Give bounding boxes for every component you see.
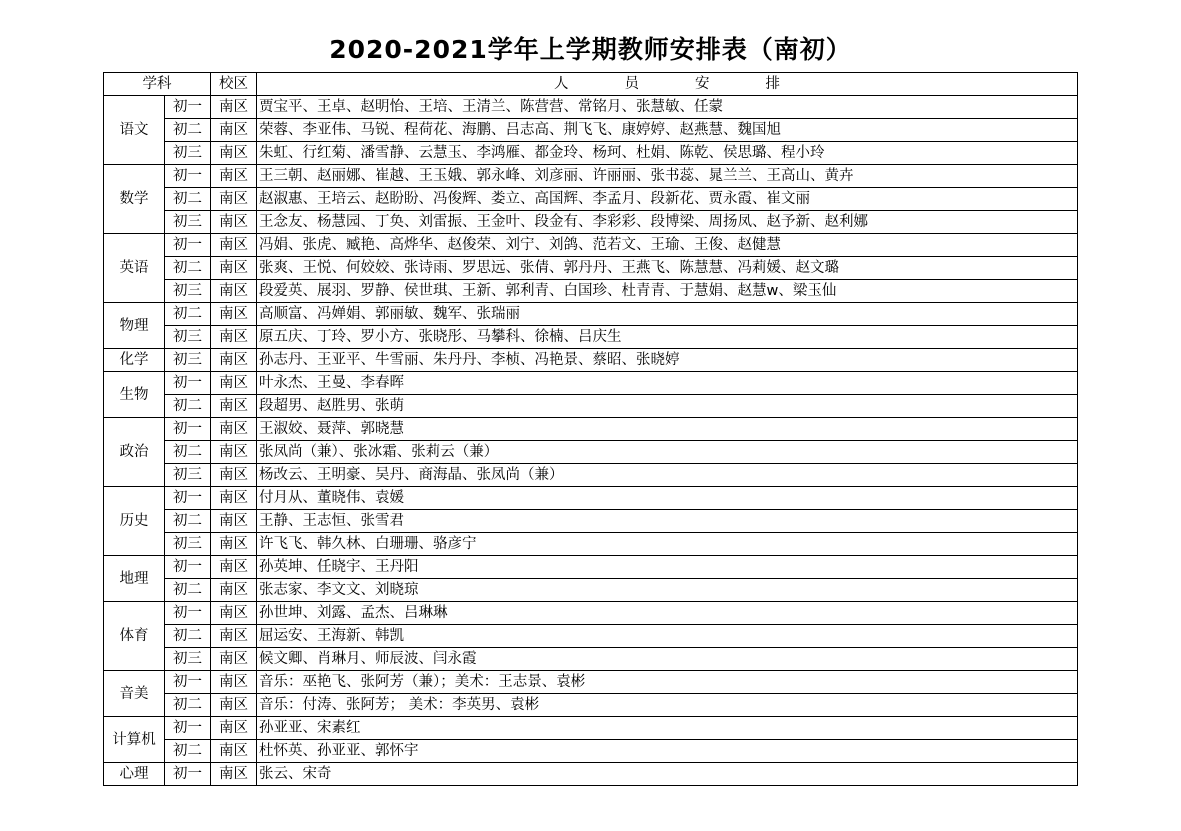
staff-cell: 杨改云、王明豪、吴丹、商海晶、张凤尚（兼） — [257, 464, 1078, 487]
table-row — [104, 602, 1078, 625]
grade-cell: 初二 — [165, 303, 211, 326]
table-row — [104, 188, 1078, 211]
grade-cell: 初一 — [165, 602, 211, 625]
subject-cell: 政治 — [104, 418, 165, 487]
staff-cell: 张云、宋奇 — [257, 763, 1078, 786]
grade-cell: 初一 — [165, 556, 211, 579]
table-row — [104, 694, 1078, 717]
table-header-row — [104, 73, 1078, 96]
staff-cell: 王静、王志恒、张雪君 — [257, 510, 1078, 533]
table-row — [104, 418, 1078, 441]
table-row — [104, 142, 1078, 165]
table-row — [104, 326, 1078, 349]
staff-cell: 贾宝平、王卓、赵明怡、王培、王清兰、陈营营、常铭月、张慧敏、任蒙 — [257, 96, 1078, 119]
table-row — [104, 763, 1078, 786]
subject-cell: 化学 — [104, 349, 165, 372]
campus-cell: 南区 — [211, 579, 257, 602]
grade-cell: 初一 — [165, 165, 211, 188]
staff-cell: 候文卿、肖琳月、师辰波、闫永霞 — [257, 648, 1078, 671]
grade-cell: 初一 — [165, 96, 211, 119]
table-row — [104, 579, 1078, 602]
subject-cell: 心理 — [104, 763, 165, 786]
campus-cell: 南区 — [211, 165, 257, 188]
table-row — [104, 556, 1078, 579]
campus-cell: 南区 — [211, 280, 257, 303]
staff-cell: 王念友、杨慧园、丁奂、刘雷振、王金叶、段金有、李彩彩、段博梁、周扬凤、赵予新、赵利娜 — [257, 211, 1078, 234]
grade-cell: 初二 — [165, 257, 211, 280]
table-row — [104, 234, 1078, 257]
staff-cell: 段爱英、展羽、罗静、侯世琪、王新、郭利青、白国珍、杜青青、于慧娟、赵慧w、梁玉仙 — [257, 280, 1078, 303]
staff-cell: 原五庆、丁玲、罗小方、张晓彤、马攀科、徐楠、吕庆生 — [257, 326, 1078, 349]
campus-cell: 南区 — [211, 464, 257, 487]
grade-cell: 初三 — [165, 464, 211, 487]
staff-cell: 冯娟、张虎、臧艳、高烨华、赵俊荣、刘宁、刘鸽、范若文、王瑜、王俊、赵健慧 — [257, 234, 1078, 257]
grade-cell: 初三 — [165, 142, 211, 165]
staff-cell: 屈运安、王海新、韩凯 — [257, 625, 1078, 648]
staff-cell: 付月从、董晓伟、袁媛 — [257, 487, 1078, 510]
grade-cell: 初一 — [165, 487, 211, 510]
header-staff-char: 排 — [765, 76, 780, 92]
staff-cell: 段超男、赵胜男、张萌 — [257, 395, 1078, 418]
table-row — [104, 671, 1078, 694]
subject-cell: 计算机 — [104, 717, 165, 763]
table-row — [104, 280, 1078, 303]
campus-cell: 南区 — [211, 671, 257, 694]
staff-cell: 王三朝、赵丽娜、崔越、王玉娥、郭永峰、刘彦丽、许丽丽、张书蕊、晁兰兰、王高山、黄卉 — [257, 165, 1078, 188]
campus-cell: 南区 — [211, 556, 257, 579]
campus-cell: 南区 — [211, 763, 257, 786]
staff-cell: 张志家、李文文、刘晓琼 — [257, 579, 1078, 602]
table-row — [104, 165, 1078, 188]
grade-cell: 初三 — [165, 533, 211, 556]
campus-cell: 南区 — [211, 441, 257, 464]
campus-cell: 南区 — [211, 326, 257, 349]
campus-cell: 南区 — [211, 119, 257, 142]
campus-cell: 南区 — [211, 717, 257, 740]
staff-cell: 许飞飞、韩久林、白珊珊、骆彦宁 — [257, 533, 1078, 556]
grade-cell: 初一 — [165, 717, 211, 740]
table-row — [104, 487, 1078, 510]
grade-cell: 初三 — [165, 648, 211, 671]
header-staff-char: 人 — [554, 76, 569, 92]
table-row — [104, 119, 1078, 142]
grade-cell: 初二 — [165, 119, 211, 142]
subject-cell: 数学 — [104, 165, 165, 234]
campus-cell: 南区 — [211, 372, 257, 395]
subject-cell: 语文 — [104, 96, 165, 165]
table-row — [104, 211, 1078, 234]
table-row — [104, 395, 1078, 418]
campus-cell: 南区 — [211, 625, 257, 648]
teacher-assignment-table — [103, 72, 1078, 786]
subject-cell: 音美 — [104, 671, 165, 717]
grade-cell: 初一 — [165, 671, 211, 694]
campus-cell: 南区 — [211, 395, 257, 418]
table-row — [104, 533, 1078, 556]
header-subject: 学科 — [104, 73, 211, 96]
page-title: 2020-2021学年上学期教师安排表（南初） — [329, 35, 852, 64]
grade-cell: 初二 — [165, 694, 211, 717]
grade-cell: 初三 — [165, 211, 211, 234]
staff-cell: 王淑姣、聂萍、郭晓慧 — [257, 418, 1078, 441]
staff-cell: 叶永杰、王曼、李春晖 — [257, 372, 1078, 395]
grade-cell: 初二 — [165, 625, 211, 648]
campus-cell: 南区 — [211, 740, 257, 763]
header-staff — [257, 73, 1078, 96]
campus-cell: 南区 — [211, 648, 257, 671]
staff-cell: 荣蓉、李亚伟、马锐、程荷花、海鹏、吕志高、荆飞飞、康婷婷、赵燕慧、魏国旭 — [257, 119, 1078, 142]
table-row — [104, 625, 1078, 648]
grade-cell: 初二 — [165, 188, 211, 211]
table-row — [104, 441, 1078, 464]
table-row — [104, 717, 1078, 740]
subject-cell: 英语 — [104, 234, 165, 303]
subject-cell: 体育 — [104, 602, 165, 671]
header-campus: 校区 — [211, 73, 257, 96]
subject-cell: 生物 — [104, 372, 165, 418]
campus-cell: 南区 — [211, 142, 257, 165]
table-row — [104, 303, 1078, 326]
grade-cell: 初三 — [165, 326, 211, 349]
campus-cell: 南区 — [211, 533, 257, 556]
staff-cell: 孙志丹、王亚平、牛雪丽、朱丹丹、李桢、冯艳景、蔡昭、张晓婷 — [257, 349, 1078, 372]
campus-cell: 南区 — [211, 257, 257, 280]
campus-cell: 南区 — [211, 96, 257, 119]
header-staff-char: 安 — [695, 76, 710, 92]
grade-cell: 初二 — [165, 510, 211, 533]
table-row — [104, 510, 1078, 533]
subject-cell: 物理 — [104, 303, 165, 349]
staff-cell: 朱虹、行红菊、潘雪静、云慧玉、李鸿雁、都金玲、杨珂、杜娟、陈乾、侯思璐、程小玲 — [257, 142, 1078, 165]
header-staff-char: 员 — [624, 76, 639, 92]
grade-cell: 初三 — [165, 280, 211, 303]
staff-cell: 孙亚亚、宋素红 — [257, 717, 1078, 740]
grade-cell: 初二 — [165, 441, 211, 464]
table-row — [104, 740, 1078, 763]
campus-cell: 南区 — [211, 211, 257, 234]
campus-cell: 南区 — [211, 349, 257, 372]
campus-cell: 南区 — [211, 694, 257, 717]
staff-cell: 张爽、王悦、何姣姣、张诗雨、罗思远、张倩、郭丹丹、王燕飞、陈慧慧、冯莉媛、赵文璐 — [257, 257, 1078, 280]
grade-cell: 初三 — [165, 349, 211, 372]
staff-cell: 孙英坤、任晓宇、王丹阳 — [257, 556, 1078, 579]
campus-cell: 南区 — [211, 510, 257, 533]
table-row — [104, 349, 1078, 372]
staff-cell: 高顺富、冯婵娟、郭丽敏、魏军、张瑞丽 — [257, 303, 1078, 326]
grade-cell: 初二 — [165, 740, 211, 763]
table-row — [104, 96, 1078, 119]
table-body — [104, 96, 1078, 786]
campus-cell: 南区 — [211, 602, 257, 625]
grade-cell: 初二 — [165, 579, 211, 602]
staff-cell: 张凤尚（兼）、张冰霜、张莉云（兼） — [257, 441, 1078, 464]
grade-cell: 初一 — [165, 763, 211, 786]
staff-cell: 杜怀英、孙亚亚、郭怀宇 — [257, 740, 1078, 763]
table-row — [104, 257, 1078, 280]
campus-cell: 南区 — [211, 234, 257, 257]
table-row — [104, 464, 1078, 487]
grade-cell: 初一 — [165, 234, 211, 257]
grade-cell: 初一 — [165, 418, 211, 441]
campus-cell: 南区 — [211, 188, 257, 211]
staff-cell: 赵淑惠、王培云、赵盼盼、冯俊辉、娄立、高国辉、李孟月、段新花、贾永霞、崔文丽 — [257, 188, 1078, 211]
staff-cell: 音乐：巫艳飞、张阿芳（兼）；美术：王志景、袁彬 — [257, 671, 1078, 694]
grade-cell: 初二 — [165, 395, 211, 418]
campus-cell: 南区 — [211, 418, 257, 441]
subject-cell: 历史 — [104, 487, 165, 556]
campus-cell: 南区 — [211, 487, 257, 510]
grade-cell: 初一 — [165, 372, 211, 395]
table-row — [104, 372, 1078, 395]
staff-cell: 音乐：付涛、张阿芳； 美术：李英男、袁彬 — [257, 694, 1078, 717]
staff-cell: 孙世坤、刘露、孟杰、吕琳琳 — [257, 602, 1078, 625]
table-row — [104, 648, 1078, 671]
campus-cell: 南区 — [211, 303, 257, 326]
subject-cell: 地理 — [104, 556, 165, 602]
